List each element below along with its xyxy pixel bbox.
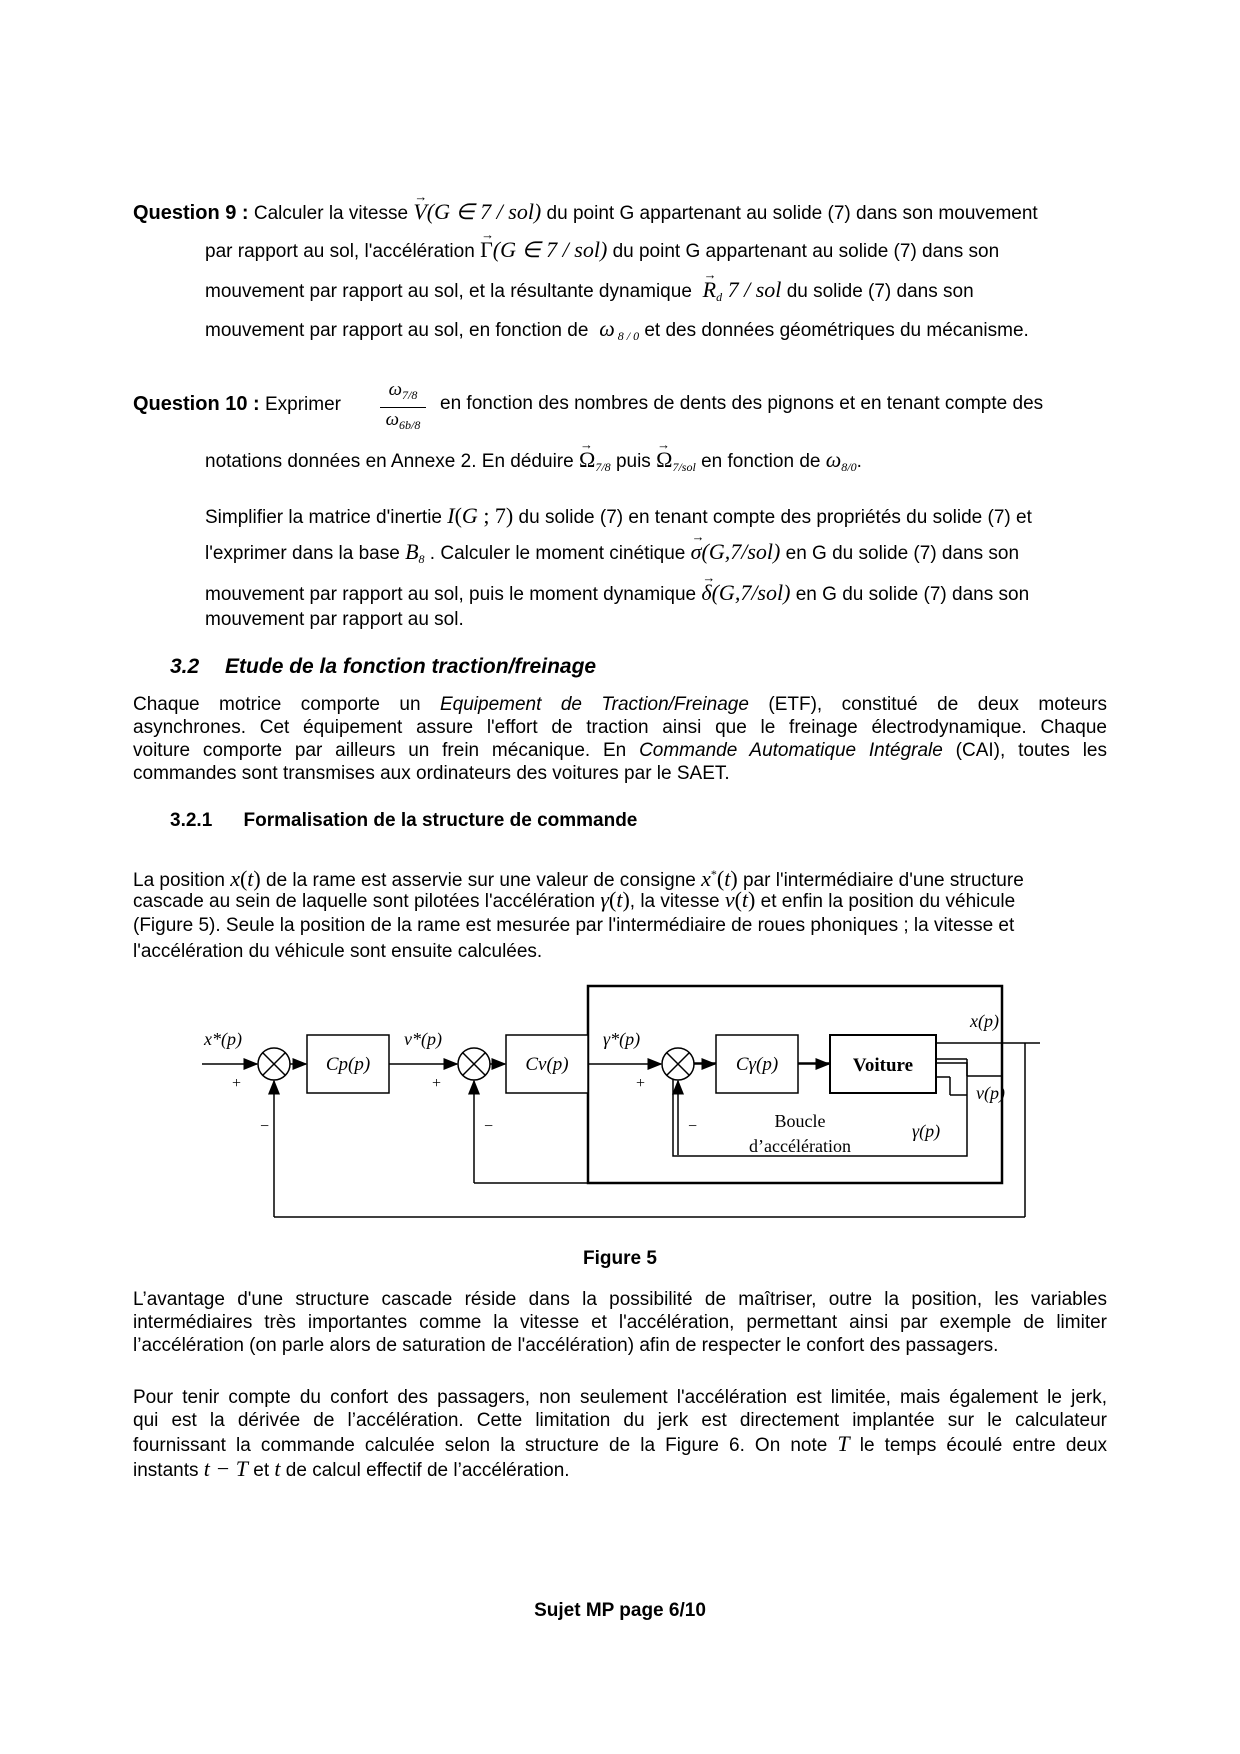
inertia-matrix: I — [447, 503, 455, 528]
question-9-label: Question 9 : — [133, 202, 249, 224]
question-10-line-1a: Question 10 : Exprimer — [133, 393, 341, 415]
question-10-para2-line-2: l'exprimer dans la base $B_8$ . Calculer le moment cinétique → σ(G,7/sol) en G du solide (7) dans son — [205, 539, 1019, 572]
label-v-out: v(p) — [976, 1083, 1005, 1103]
omega-vector-7-sol: → $\Omega_{7/sol}$ — [656, 447, 696, 472]
label-cv: Cv(p) — [525, 1054, 569, 1075]
label-boucle: Boucle — [774, 1111, 826, 1131]
acceleration-expression: → Γ(G ∈ 7 / sol) — [480, 237, 607, 262]
section-3-2-1-line-1: La position x(t) de la rame est asservie sur une valeur de consigne x*(t) par l'intermédiaire d'une structure — [133, 866, 1024, 891]
question-10-para2-line-1: Simplifier la matrice d'inertie I(G ; 7) du solide (7) en tenant compte des propriétés du solide (7) et — [205, 503, 1032, 528]
summing-junction-1 — [258, 1048, 290, 1080]
question-10-label: Question 10 : — [133, 393, 260, 415]
figure-5-caption: Figure 5 — [583, 1248, 657, 1269]
label-cgamma: Cγ(p) — [735, 1054, 779, 1075]
question-9-line-1: Question 9 : Calculer la vitesse → V(G ∈ 7 / sol) du point G appartenant au solide (7) dans son mouvement — [133, 199, 1038, 227]
question-9-line-2: par rapport au sol, l'accélération → Γ(G ∈ 7 / sol) du point G appartenant au solide (7) dans son — [205, 237, 999, 265]
section-3-2-1-line-3: (Figure 5). Seule la position de la rame est mesurée par l'intermédiaire de roues phoniques ; la vitesse et — [133, 915, 1015, 936]
label-gamma-star: γ*(p) — [603, 1029, 641, 1049]
minus-2: − — [484, 1118, 494, 1135]
section-3-2-1-line-4: l'accélération du véhicule sont ensuite calculées. — [133, 941, 543, 962]
velocity-expression: → V(G ∈ 7 / sol) — [413, 199, 541, 224]
jerk-paragraph: Pour tenir compte du confort des passagers, non seulement l'accélération est limitée, mais également le jerk, qui est la dérivée de l’accélération. Cette limitation du jerk est directement implantée sur le calculateur fournissant la commande calculée selon la structure de la Figure 6. On note T le temps écoulé entre deux instants t − T et t de calcul effectif de l’accélération. — [133, 1387, 1108, 1481]
plus-3: + — [636, 1075, 646, 1092]
question-10-line-2: notations données en Annexe 2. En déduire → $\Omega_{7/8}$ puis → $\Omega_{7/sol}$ en fonction de $\omega_{8/0}$. — [205, 447, 862, 480]
question-10-para2-line-3: mouvement par rapport au sol, puis le moment dynamique → δ(G,7/sol) en G du solide (7) dans son — [205, 580, 1029, 608]
question-10-para2-line-4: mouvement par rapport au sol. — [205, 609, 464, 630]
summing-junction-3 — [662, 1048, 694, 1080]
section-3-2-heading: 3.2 Etude de la fonction traction/freinage — [170, 655, 597, 678]
plus-1: + — [232, 1075, 242, 1092]
figure-5-block-diagram — [190, 975, 1050, 1225]
omega-8-0: ω $_{8 / 0}$ — [593, 316, 640, 343]
omega-ratio-fraction: $\omega_{7/8}$ $\omega_{6b/8}$ — [380, 380, 426, 435]
section-3-2-1-heading: 3.2.1 Formalisation de la structure de commande — [170, 810, 638, 831]
question-10-line-1b: en fonction des nombres de dents des pignons et en tenant compte des — [440, 393, 1044, 414]
label-cp: Cp(p) — [325, 1054, 371, 1075]
dynamic-resultant-expression: → $R_d$ 7 / sol — [697, 277, 781, 302]
omega-vector-7-8: → $\Omega_{7/8}$ — [579, 447, 611, 472]
omega-8-0-b: $\omega_{8/0}$ — [825, 447, 857, 474]
label-voiture: Voiture — [852, 1055, 914, 1076]
page-footer: Sujet MP page 6/10 — [534, 1600, 706, 1621]
minus-1: − — [260, 1118, 270, 1135]
dynamic-moment: → δ(G,7/sol) — [701, 580, 790, 605]
label-x-out: x(p) — [970, 1011, 999, 1031]
cascade-paragraph: L’avantage d'une structure cascade réside dans la possibilité de maîtriser, outre la position, les variables intermédiaires très importantes comme la vitesse et l'accélération, permettant ainsi par exemple de limiter l’accélération (on parle alors de saturation de l'accélération) afin de respecter le confort des passagers. — [133, 1289, 1107, 1356]
label-gamma-out: γ(p) — [912, 1121, 941, 1141]
base-b8: $B_8$ — [405, 539, 425, 566]
question-9-line-4: mouvement par rapport au sol, en fonction de ω $_{8 / 0}$ et des données géométriques du mécanisme. — [205, 316, 1029, 343]
kinetic-moment: → σ(G,7/sol) — [691, 539, 781, 564]
minus-3: − — [688, 1118, 698, 1135]
question-9-line-3: mouvement par rapport au sol, et la résultante dynamique → $R_d$ 7 / sol du solide (7) dans son — [205, 277, 974, 310]
plus-2: + — [432, 1075, 442, 1092]
summing-junction-2 — [458, 1048, 490, 1080]
label-x-star: x*(p) — [204, 1029, 242, 1049]
label-v-star: v*(p) — [404, 1029, 442, 1049]
label-acceleration: d’accélération — [749, 1136, 851, 1156]
section-3-2-paragraph: Chaque motrice comporte un Equipement de Traction/Freinage (ETF), constitué de deux moteurs asynchrones. Cet équipement assure l'effort de traction ainsi que le freinage électrodynamique. Chaque voiture comporte par ailleurs un frein mécanique. En Commande Automatique Intégrale (CAI), toutes les commandes sont transmises aux ordinateurs des voitures par le SAET. — [133, 694, 1108, 784]
section-3-2-1-line-2: cascade au sein de laquelle sont pilotées l'accélération γ(t), la vitesse v(t) et enfin la position du véhicule — [133, 887, 1016, 912]
